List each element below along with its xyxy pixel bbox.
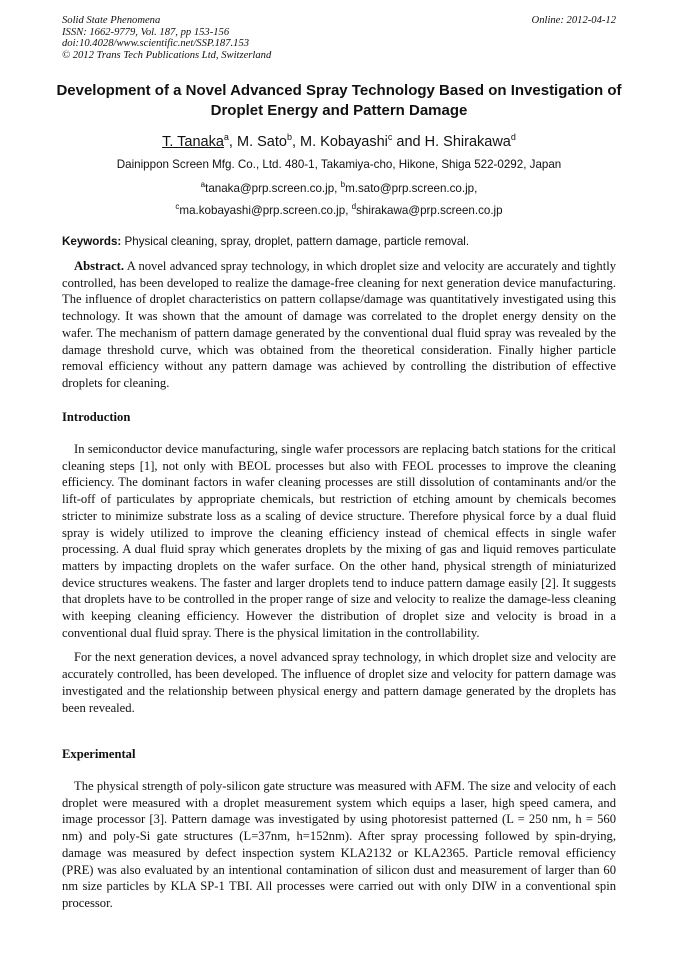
email-a[interactable]: tanaka@prp.screen.co.jp [205,181,335,195]
author-name: H. Shirakawa [424,133,511,150]
author-name: M. Sato [236,133,287,150]
email-sup: d [351,202,357,211]
page-header [62,15,616,61]
introduction-body [62,441,616,716]
email-sup: b [340,180,346,189]
email-separator: , [334,181,341,195]
section-heading-experimental: Experimental [62,747,136,761]
paragraph: For the next generation devices, a novel advanced spray technology, in which droplet size and velocity are accurately controlled, has been developed. The influence of droplet size and velocity for pattern damage was investigated and the relationship between physical energy and pattern damage generated by the droplets has been revealed. [62,650,616,715]
doi-line: doi:10.4028/www.scientific.net/SSP.187.153 [62,38,250,50]
email-d[interactable]: shirakawa@prp.screen.co.jp [356,203,503,217]
email-sup: a [200,180,206,189]
author-separator: , [291,133,301,150]
author-name: T. Tanaka [162,133,224,150]
email-c[interactable]: ma.kobayashi@prp.screen.co.jp, [179,203,349,217]
abstract [62,258,616,392]
author-list [0,132,678,150]
keywords [62,235,622,248]
author-sup: b [286,132,292,142]
copyright-line: © 2012 Trans Tech Publications Ltd, Switzerland [62,49,272,61]
email-b[interactable]: m.sato@prp.screen.co.jp, [345,181,478,195]
keywords-text: Physical cleaning, spray, droplet, pattern damage, particle removal. [124,235,470,248]
email-line-2 [0,202,678,217]
author-and: and [392,133,425,150]
author-separator: , [228,133,237,150]
section-heading-introduction: Introduction [62,410,131,424]
issn-line: ISSN: 1662-9779, Vol. 187, pp 153-156 [62,26,230,38]
online-date: Online: 2012-04-12 [531,15,616,26]
author-sup: d [510,132,516,142]
experimental-body [62,778,616,912]
paper-title: Development of a Novel Advanced Spray Technology Based on Investigation of Droplet Energy and Pattern Damage [56,82,622,119]
abstract-text: A novel advanced spray technology, in which droplet size and velocity are accurately and tightly controlled, has been developed to realize the damage-free cleaning for next generation device manufacturing. The influence of droplet characteristics on pattern collapse/damage was quantitatively investigated using this technology. It was shown that the amount of damage was correlated to the droplet energy density on the wafer. The mechanism of pattern damage generated by the conventional dual fluid spray was revealed by the damage threshold curve, which was obtained from the theoretical consideration. Finally higher particle removal efficiency without any pattern damage was achieved by controlling the distribution of effective droplets for cleaning. [62,259,616,390]
email-line-1 [0,180,678,195]
author-sup: c [387,132,393,142]
abstract-label: Abstract. [74,259,125,273]
email-sup: c [175,202,180,211]
paragraph: In semiconductor device manufacturing, single wafer processors are replacing batch stations for the critical cleaning steps [1], not only with BEOL processes but also with FEOL processes to improve the cleaning efficiency. The dominant factors in wafer cleaning processes are still dissolution of contaminants and/or the lift-off of particulates by appropriate chemicals, but restriction of etching amount by chemicals becomes stricter to minimize substrate loss as a scaling of device structure. Therefore physical force by a dual fluid spray is widely utilized to improve the cleaning efficiency instead of chemical effects in single wafer processing. A dual fluid spray which generates droplets by the mixing of gas and liquid removes particulate matters by impacting droplets on the wafer surface. On the other hand, physical strength of miniaturized device structures weakens. The faster and larger droplets tend to induce pattern damage easily [2]. It suggests that droplets have to be controlled in the proper range of size and velocity to realize the damage-less cleaning with keeping cleaning efficiency. However the distribution of droplet size and velocity is broad in a conventional dual fluid spray. There is the physical limitation in the controllability. [62,442,616,640]
journal-name: Solid State Phenomena [62,15,161,26]
affiliation: Dainippon Screen Mfg. Co., Ltd. 480-1, Takamiya-cho, Hikone, Shiga 522-0292, Japan [116,158,562,171]
paragraph: The physical strength of poly-silicon gate structure was measured with AFM. The size and velocity of each droplet were measured with a droplet measurement system which equips a laser, high speed camera, and image processor [3]. Pattern damage was investigated by using photoresist patterned (L = 250 nm, h = 560 nm) and poly-Si gate structures (L=37nm, h=152nm). After spray processing followed by spin-drying, damage was measured by defect inspection system KLA2132 or KLA2365. Particle removal efficiency (PRE) was also evaluated by an intentional contamination of silicon dust and measurement of larger than 60 nm size particles by KLA SP-1 TBI. All processes were carried out with only DIW in a conventional spin processor. [62,779,616,910]
keywords-label: Keywords: [62,235,122,248]
author-sup: a [223,132,229,142]
author-name: M. Kobayashi [300,133,388,150]
